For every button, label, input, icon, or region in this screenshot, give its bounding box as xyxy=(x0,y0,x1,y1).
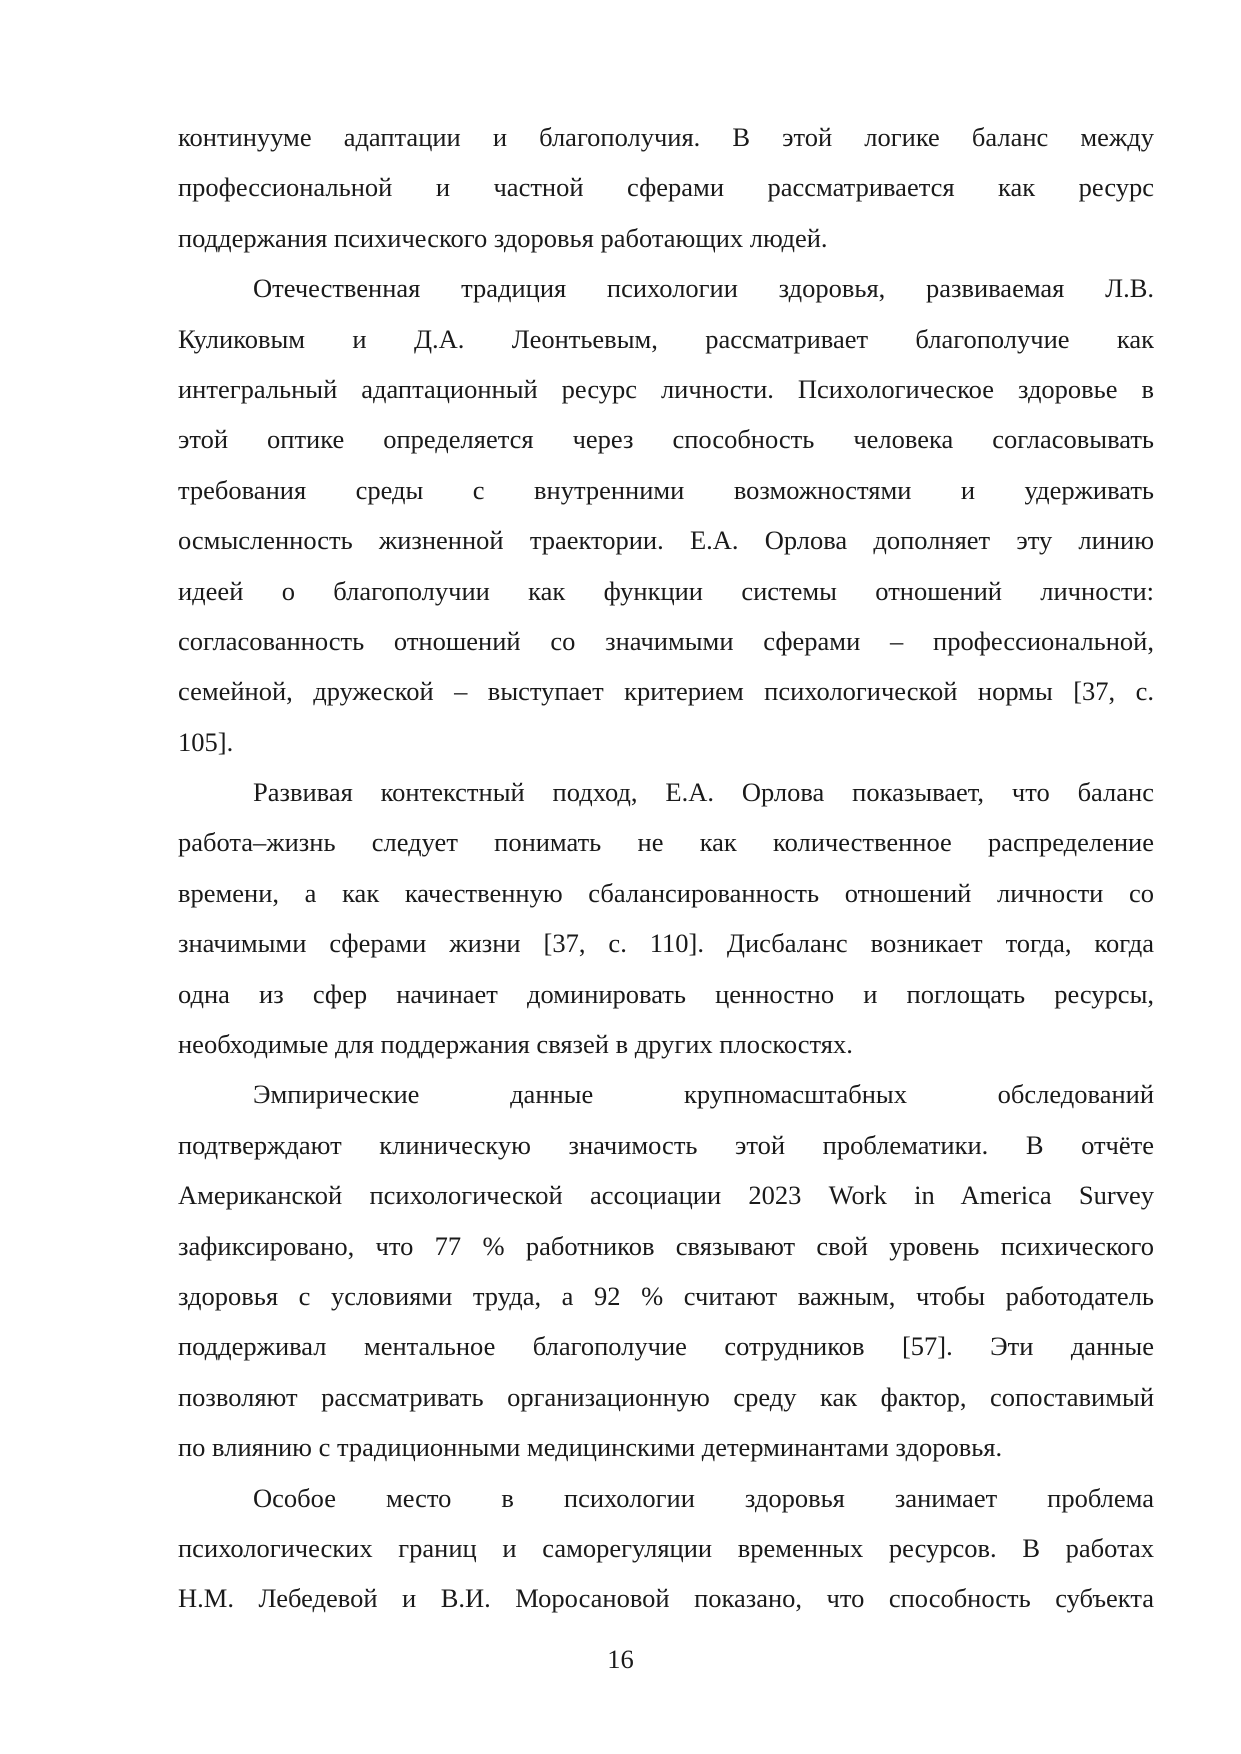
page-number: 16 xyxy=(607,1644,634,1674)
text-line: профессиональной и частной сферами рассматривается как ресурс xyxy=(178,172,1154,203)
text-line: этой оптике определяется через способность человека согласовывать xyxy=(178,424,1154,455)
text-line: работа–жизнь следует понимать не как количественное распределение xyxy=(178,827,1154,858)
paragraph xyxy=(178,112,1154,263)
text-line: времени, а как качественную сбалансированность отношений личности со xyxy=(178,877,1154,908)
text-line: психологических границ и саморегуляции временных ресурсов. В работах xyxy=(178,1532,1154,1563)
text-line: необходимые для поддержания связей в других плоскостях. xyxy=(178,1029,853,1060)
body-text xyxy=(178,112,1154,1624)
text-line: континууме адаптации и благополучия. В этой логике баланс между xyxy=(178,122,1154,152)
text-line: Куликовым и Д.А. Леонтьевым, рассматривает благополучие как xyxy=(178,323,1154,354)
text-line: требования среды с внутренними возможностями и удерживать xyxy=(178,474,1154,505)
text-line: поддержания психического здоровья работающих людей. xyxy=(178,222,828,253)
text-line: поддерживал ментальное благополучие сотрудников [57]. Эти данные xyxy=(178,1331,1154,1362)
text-line: 105]. xyxy=(178,726,234,757)
paragraph xyxy=(178,1069,1154,1472)
text-line: Развивая контекстный подход, Е.А. Орлова показывает, что баланс xyxy=(253,777,1154,808)
text-line: значимыми сферами жизни [37, с. 110]. Дисбаланс возникает тогда, когда xyxy=(178,928,1154,959)
text-line: Особое место в психологии здоровья занимает проблема xyxy=(253,1482,1154,1513)
text-line: Эмпирические данные крупномасштабных обследований xyxy=(253,1079,1154,1110)
text-line: подтверждают клиническую значимость этой проблематики. В отчёте xyxy=(178,1129,1154,1160)
text-line: осмысленность жизненной траектории. Е.А. Орлова дополняет эту линию xyxy=(178,525,1154,556)
text-line: по влиянию с традиционными медицинскими детерминантами здоровья. xyxy=(178,1432,1003,1463)
text-line: Отечественная традиция психологии здоровья, развиваемая Л.В. xyxy=(253,273,1154,304)
paragraph xyxy=(178,1473,1154,1624)
text-line: интегральный адаптационный ресурс личности. Психологическое здоровье в xyxy=(178,373,1154,404)
text-line: идеей о благополучии как функции системы отношений личности: xyxy=(178,575,1154,606)
text-line: согласованность отношений со значимыми сферами – профессиональной, xyxy=(178,625,1154,656)
text-line: одна из сфер начинает доминировать ценностно и поглощать ресурсы, xyxy=(178,978,1154,1009)
text-line: Н.М. Лебедевой и В.И. Моросановой показано, что способность субъекта xyxy=(178,1583,1154,1614)
text-line: зафиксировано, что 77 % работников связывают свой уровень психического xyxy=(178,1230,1154,1261)
text-line: Американской психологической ассоциации 2023 Work in America Survey xyxy=(178,1180,1154,1211)
text-line: здоровья с условиями труда, а 92 % считают важным, чтобы работодатель xyxy=(178,1280,1154,1311)
text-line: семейной, дружеской – выступает критерием психологической нормы [37, с. xyxy=(178,676,1154,707)
text-line: позволяют рассматривать организационную среду как фактор, сопоставимый xyxy=(178,1381,1154,1412)
paragraph xyxy=(178,767,1154,1069)
paragraph xyxy=(178,263,1154,767)
